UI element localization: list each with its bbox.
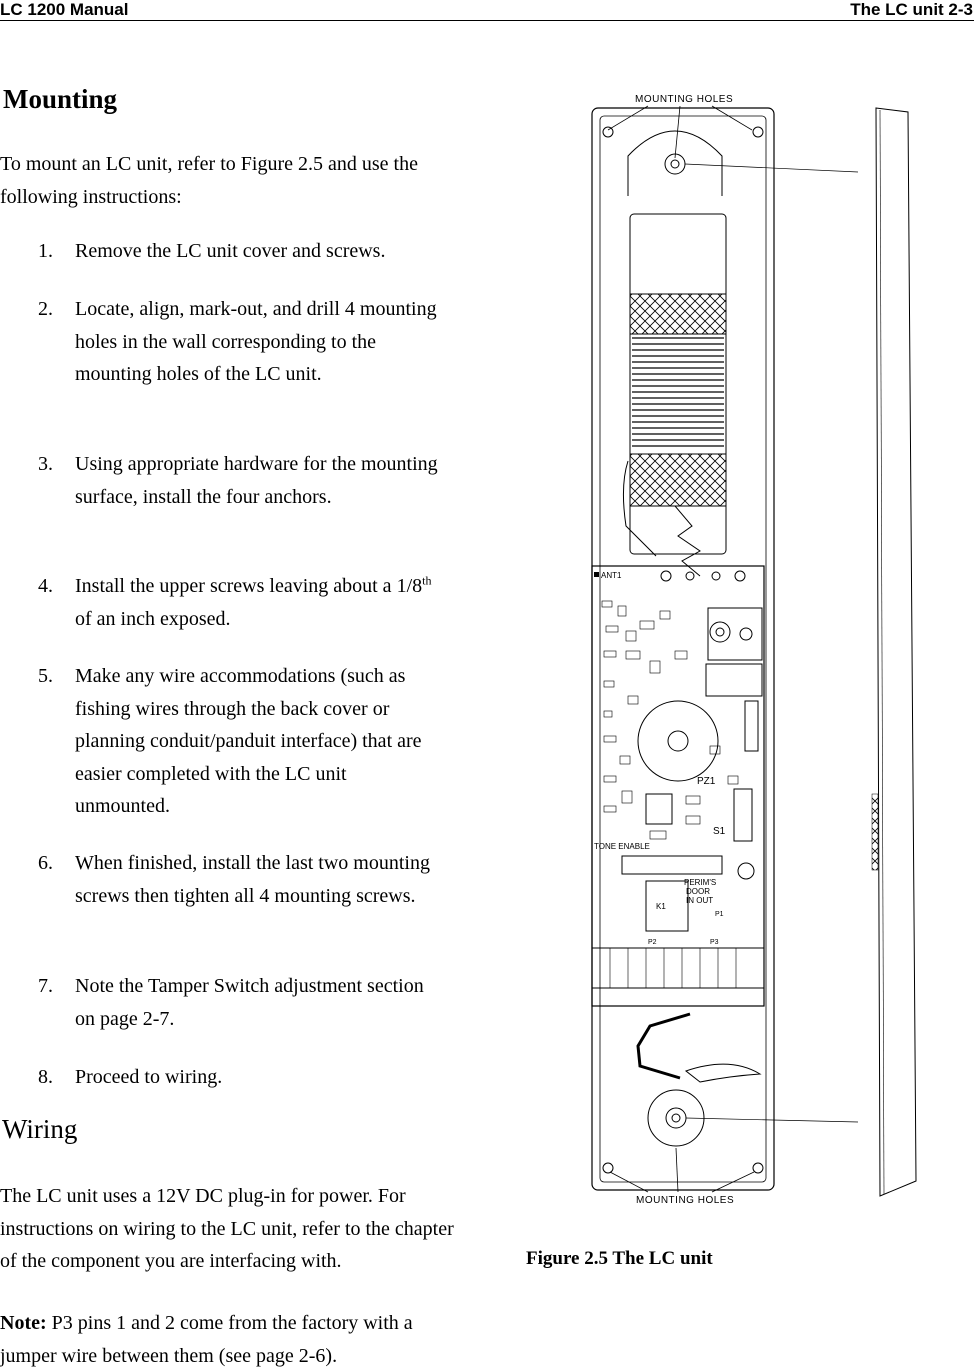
mounting-hole xyxy=(753,127,763,137)
side-switch xyxy=(872,794,878,870)
switch-s1 xyxy=(734,789,752,841)
p2-label: P2 xyxy=(648,939,657,946)
mounting-hole xyxy=(603,1163,613,1173)
item-number: 4. xyxy=(38,575,53,597)
wiring-note xyxy=(0,1307,470,1372)
terminal-dividers xyxy=(610,948,736,988)
lower-wire xyxy=(638,1014,690,1078)
item-number: 8. xyxy=(38,1066,53,1088)
figure-caption: Figure 2.5 The LC unit xyxy=(526,1248,713,1269)
superscript: th xyxy=(422,573,432,588)
buzzer-center xyxy=(668,731,688,751)
mounting-intro: To mount an LC unit, refer to Figure 2.5 and use the following instructions: xyxy=(0,153,418,208)
mounting-hole xyxy=(753,1163,763,1173)
item-number: 5. xyxy=(38,665,53,687)
trim-pot-center xyxy=(716,628,724,636)
top-housing xyxy=(628,131,722,196)
leader-line xyxy=(685,164,858,172)
in-out-label: IN OUT xyxy=(686,896,714,905)
top-mounting-holes-label: MOUNTING HOLES xyxy=(635,94,734,105)
trim-pot xyxy=(740,628,752,640)
note-text: P3 pins 1 and 2 come from the factory with a jumper wire between them (see page 2-6). xyxy=(0,1312,413,1367)
item-text: Proceed to wiring. xyxy=(75,1066,223,1088)
mounting-heading: Mounting xyxy=(3,84,118,114)
item-text: When finished, install the last two mounting screws then tighten all 4 mounting screws. xyxy=(75,852,430,907)
trim-pot xyxy=(710,622,730,642)
enclosure-outer xyxy=(592,108,774,1190)
battery-hatch-bottom xyxy=(630,454,726,506)
bottom-screw-center xyxy=(672,1114,680,1122)
buzzer-label: PZ1 xyxy=(697,776,716,787)
item-text: Note the Tamper Switch adjustment section on page 2-7. xyxy=(75,975,424,1030)
bottom-screw xyxy=(666,1108,686,1128)
wiring-paragraph: The LC unit uses a 12V DC plug-in for power. For instructions on wiring to the LC unit, refer to the chapter of the component you are interfacing with. xyxy=(0,1185,454,1272)
tone-enable-label: TONE ENABLE xyxy=(594,842,650,851)
battery-windings xyxy=(632,338,724,446)
mounting-hole xyxy=(603,127,613,137)
item-text: Make any wire accommodations (such as fishing wires through the back cover or planning conduit/panduit interface) that are easier completed with the LC unit unmounted. xyxy=(75,665,422,817)
item-number: 3. xyxy=(38,453,53,475)
capacitor xyxy=(738,863,754,879)
relay-k1 xyxy=(646,881,688,931)
side-view-edge xyxy=(880,110,884,1194)
leader-line xyxy=(675,106,680,158)
antenna-label: ANT1 xyxy=(601,571,622,580)
pcb-screw xyxy=(661,571,671,581)
tamper-lever xyxy=(686,1064,760,1082)
perim-label: PERIM'S xyxy=(684,878,717,887)
board-component xyxy=(706,664,762,696)
section-page-number: The LC unit 2-3 xyxy=(850,0,973,19)
item-text: Remove the LC unit cover and screws. xyxy=(75,240,386,262)
p3-label: P3 xyxy=(710,939,719,946)
note-label: Note: xyxy=(0,1312,47,1334)
pcb-screw xyxy=(712,572,720,580)
terminal-block xyxy=(592,948,764,988)
antenna-marker xyxy=(594,572,599,577)
item-text: Using appropriate hardware for the mounting surface, install the four anchors. xyxy=(75,453,438,508)
leader-line xyxy=(686,1118,858,1122)
battery-hatch-top xyxy=(630,294,726,334)
pcb-screw xyxy=(735,571,745,581)
item-text: Locate, align, mark-out, and drill 4 mounting holes in the wall corresponding to the mounting holes of the LC unit. xyxy=(75,298,437,385)
item-text xyxy=(75,570,445,635)
page-header xyxy=(0,0,974,21)
board-component xyxy=(745,701,758,751)
door-label: DOOR xyxy=(686,887,710,896)
leader-line xyxy=(608,106,648,130)
switch-label: S1 xyxy=(713,826,726,837)
item-number: 1. xyxy=(38,240,53,262)
item-number: 6. xyxy=(38,852,53,874)
item-number: 2. xyxy=(38,298,53,320)
buzzer xyxy=(638,701,718,781)
relay-label: K1 xyxy=(656,902,666,911)
item-text-part: Install the upper screws leaving about a 1/8 xyxy=(75,575,423,597)
leader-line xyxy=(676,1148,678,1192)
tone-header xyxy=(622,856,722,874)
top-screw-center xyxy=(671,160,679,168)
pcb-screw xyxy=(686,572,694,580)
wiring-heading: Wiring xyxy=(2,1114,78,1144)
item-number: 7. xyxy=(38,975,53,997)
item-text-part: of an inch exposed. xyxy=(75,607,231,630)
enclosure-inner xyxy=(600,116,766,1182)
p1-label: P1 xyxy=(715,911,724,918)
leader-line xyxy=(712,106,752,130)
lc-unit-figure xyxy=(560,86,974,1216)
chip-u5 xyxy=(646,794,672,824)
small-components xyxy=(602,601,738,839)
bottom-mounting-holes-label: MOUNTING HOLES xyxy=(636,1195,735,1206)
manual-title: LC 1200 Manual xyxy=(0,0,129,19)
